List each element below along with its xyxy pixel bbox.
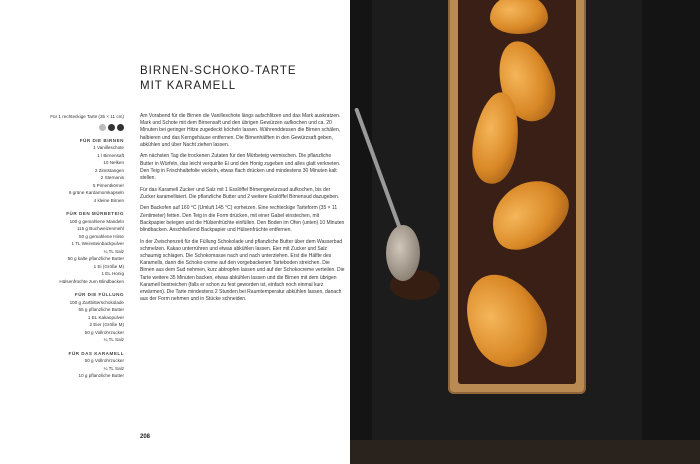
ingredient-item: 65 g pflanzliche Butter — [78, 307, 124, 312]
page-number: 208 — [140, 434, 151, 440]
ingredient-section-heading: FÜR DEN MÜRBETEIG — [66, 211, 124, 216]
pear-half — [490, 0, 548, 34]
ingredient-item: 1 EL Honig — [101, 271, 124, 276]
instruction-paragraph: Für das Karamell Zucker und Salz mit 1 Esslöffel Birnengewürzsud aufkochen, bis der Zucker karamellisiert. Die pflanzliche Butter und 2 weitere Esslöffel Birnensud dazugeben. — [140, 186, 340, 200]
diet-icons — [40, 124, 124, 131]
ingredient-item: 50 g kalte pflanzliche Butter — [67, 256, 124, 261]
ingredient-item: 1 EL Kakaopulver — [87, 314, 124, 320]
ingredient-item: 100 g gemahlene Mandeln — [69, 218, 124, 224]
ingredient-item: 1 Vanilleschote — [93, 145, 124, 150]
spoon-bowl — [386, 225, 420, 281]
vegetarian-icon — [99, 124, 106, 131]
ingredient-item: 6 grüne Kardamomkapseln — [68, 190, 124, 195]
recipe-title — [140, 64, 340, 94]
lactose-free-icon — [117, 124, 124, 131]
ingredient-item: 1 TL Weinsteinbackpulver — [71, 241, 124, 246]
ingredient-item: 100 g Zartbitterschokolade — [69, 299, 124, 305]
ingredient-item: 10 Nelken — [103, 160, 124, 165]
ingredient-item: 10 g pflanzliche Butter — [78, 373, 124, 378]
ingredient-item: Hülsenfrüchte zum Blindbacken — [59, 278, 124, 284]
ingredient-item: 1 Ei (Größe M) — [93, 263, 124, 269]
instruction-paragraph: In der Zwischenzeit für die Füllung Schokolade und pflanzliche Butter über dem Wasserbad schmelzen. Kakao unterrühren und etwas abkühlen lassen. Eier mit Zucker und Salz schaumig schlagen. Die Schokomasse nach und nach unterziehen. Erst die Hälfte des Karamells, dann die Schoko-creme auf den vorgebackenen Tarteboden streichen. Die Birnen aus dem Sud nehmen, kurz abtropfen lassen und auf der Schokocreme verteilen. Die Tarte weitere 35 Minuten backen, etwas abkühlen lassen und die Birnen mit dem übrigen Karamell bestreichen (falls er schon zu fest geworden ist, einfach noch einmal kurz erwärmen). Die Tarte mindestens 2 Stunden bei Raumtemperatur abkühlen lassen, danach aus der Form nehmen und in Stücke schneiden. — [140, 238, 345, 303]
ingredient-item: 4 kleine Birnen — [93, 197, 124, 203]
ingredient-item: ¼ TL Salz — [103, 248, 124, 254]
ingredient-item: 50 g gemahlene Hirse — [79, 233, 124, 239]
title-line-2: MIT KARAMELL — [140, 80, 237, 92]
ingredient-item: 2 Sternanis — [100, 175, 124, 180]
instructions-column — [140, 113, 345, 308]
ingredient-section-heading: FÜR DIE BIRNEN — [79, 137, 124, 143]
instruction-paragraph: Den Backofen auf 160 °C (Umluft 145 °C) vorheizen. Eine rechteckige Tarteform (35 × 11 Zentimeter) fetten. Den Teig in die Form drücken, mit einer Gabel einstechen, mit Backpapier belegen und die Hülsenfrüchte einfüllen. Den Boden im Ofen (unten) 10 Minuten blindbacken. Anschließend Backpapier und Hülsenfrüchte entfernen. — [140, 205, 345, 234]
ingredient-section-heading: FÜR DIE FÜLLUNG — [74, 292, 124, 297]
instruction-paragraph: Am nächsten Tag die trockenen Zutaten für den Mürbeteig vermischen. Die pflanzliche Butter in Würfeln, das leicht verquirlte Ei und den Honig zugeben und alles glatt verkneten. Den Teig in Frischhaltefolie wickeln, etwas flach drücken und mindestens 30 Minuten kalt stellen. — [140, 153, 341, 182]
ingredient-item: 5 Pimentkörner — [92, 182, 124, 188]
ingredient-item: ¼ TL Salz — [103, 337, 124, 342]
tart-photo — [350, 0, 700, 464]
ingredient-item: 1 l Birnensaft — [97, 152, 124, 158]
ingredient-item: 50 g Vollrohrzucker — [84, 358, 124, 363]
ingredient-section-heading: FÜR DAS KARAMELL — [68, 350, 124, 356]
ingredient-item: 2 Eier (Größe M) — [89, 322, 124, 327]
title-line-1: BIRNEN-SCHOKO-TARTE — [140, 65, 297, 77]
instruction-paragraph: Am Vorabend für die Birnen die Vanilleschote längs aufschlitzen und das Mark auskratzen. Mark und Schote mit dem Birnensaft und den übrigen Gewürzen aufkochen und ca. 20 Minuten bei geringer Hitze zugedeckt köcheln lassen. Währenddessen die Birnen schälen, halbieren und das Kerngehäuse entfernen. Die Birnenhälften in den Gewürzsaft geben, abkühlen und über Nacht ziehen lassen. — [140, 113, 341, 148]
ingredients-column — [40, 113, 124, 380]
ingredient-item: ¼ TL Salz — [103, 365, 124, 371]
serving-size: Für 1 rechteckige Tarte (35 × 11 cm) — [50, 114, 124, 119]
ingredient-sections — [40, 137, 124, 380]
ingredient-item: 115 g Buchweizenmehl — [76, 226, 124, 231]
gluten-free-icon — [108, 124, 115, 131]
wood-surface — [350, 440, 700, 464]
ingredient-item: 50 g Vollrohrzucker — [84, 329, 124, 335]
ingredient-item: 2 Zimtstangen — [94, 167, 124, 173]
